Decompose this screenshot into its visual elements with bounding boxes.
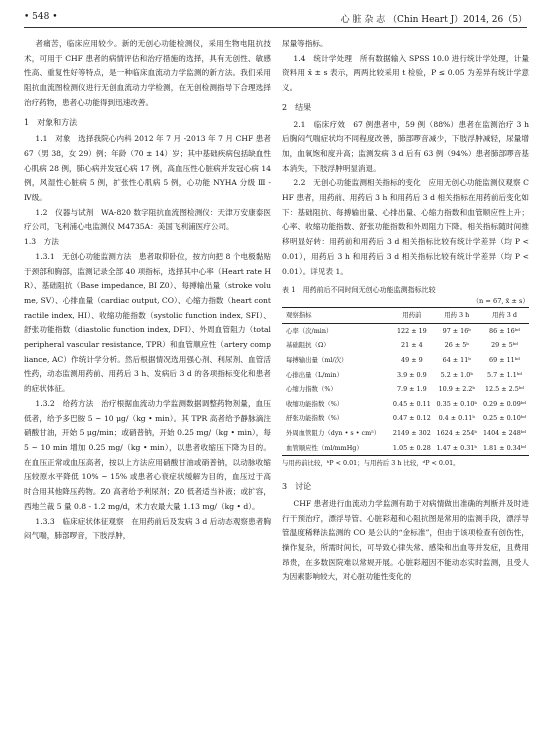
table-cell: 97 ± 16ᵇ	[442, 326, 471, 335]
table-cell: 12.5 ± 2.5ᵇᵈ	[484, 385, 524, 394]
table-cell: 26 ± 5ᵇ	[444, 341, 469, 350]
intro-paragraph: 者痛苦，临床应用较少。新的无创心功能检测仪，采用生物电阻抗技术，可用于 CHF 患者的病情评估和治疗措施的选择，具有无创性、敏感性高、重复性好等特点，是一种临床血流动力学监测的新方法。我们采用阻抗血流图检测仪进行无创血流动力学检测，在无创检测指导下合理选择治疗药物，患者心功能得到迅速改善。	[24, 39, 271, 107]
table-cell: 1.05 ± 0.28	[392, 443, 431, 452]
table-cell: 86 ± 16ᵇᵈ	[489, 326, 520, 335]
table-row	[282, 397, 529, 412]
table-cell: 心缩力指数（%）	[286, 385, 337, 394]
table-cell: 2149 ± 302	[392, 429, 431, 437]
table-cell: 64 ± 11ᵇ	[442, 356, 471, 365]
table-cell: 心排出量（L/min）	[286, 370, 343, 379]
section-heading-methods: 1 对象和方法	[24, 117, 78, 127]
table-cell: 1.81 ± 0.34ᵇᵈ	[482, 443, 526, 452]
discussion-paragraph: CHF 患者进行血流动力学监测有助于对病情做出准确的判断并及时进行干预治疗，漂浮导管、心脏彩超和心阻抗图是常用的监测手段，漂浮导管温度稀释法监测的 CO 是公认的“金标准”，但由于该项检查有创伤性，操作复杂，所需时间长，可导致心律失常、感染和出血等并发症，且费用昂贵，在多数医院难以常规开展。心脏彩超因不能动态实时监测，且受人为因素影响较大，对心脏功能性变化的	[282, 498, 529, 582]
table-cell: 基础阻抗（Ω）	[286, 341, 330, 350]
table-row	[282, 426, 529, 441]
table-cell: 10.9 ± 2.2ᵇ	[438, 385, 475, 394]
table-row	[282, 441, 529, 456]
table-cell: 1624 ± 254ᵇ	[436, 429, 477, 437]
table-cell: 舒张功能指数（%）	[286, 414, 344, 423]
table-header-cell: 用药前	[402, 311, 422, 320]
table-cell: 0.35 ± 0.10ᵇ	[436, 399, 477, 408]
page-header	[24, 12, 527, 28]
table-row	[282, 353, 529, 368]
section-heading-discussion: 3 讨论	[282, 482, 312, 492]
table-cell: 0.47 ± 0.12	[392, 414, 431, 423]
subsection-instruments: 1.2 仪器与试剂 WA-820 数字阻抗血流图检测仪：天津万安康泰医疗公司，飞利浦心电监测仪 M4735A：美国飞利浦医疗公司。	[24, 207, 271, 232]
right-column	[282, 37, 529, 585]
table-cell: 1404 ± 248ᵇᵈ	[482, 429, 526, 437]
table-header-cell: 观察指标	[286, 311, 312, 320]
table-row	[282, 368, 529, 383]
journal-title: 心 脏 杂 志 （Chin Heart J）2014, 26（5）	[340, 15, 527, 25]
subsection-clinical-efficacy: 2.1 临床疗效 67 例患者中，59 例（88%）患者在监测治疗 3 h 后胸闷气喘症状均不同程度改善，肺部啰音减少，下肢浮肿减轻，尿量增加，血氧饱和度升高；监测发病 3 d 后有 63 例（94%）患者肺部啰音基本消失，下肢浮肿明显消退。	[282, 119, 529, 173]
table-cell: 0.45 ± 0.11	[392, 399, 431, 408]
table-cell: 每搏输出量（ml/次）	[286, 356, 348, 365]
table-cell: 29 ± 5ᵇᵈ	[491, 341, 518, 350]
table-cell: 69 ± 11ᵇᵈ	[489, 356, 520, 365]
table-row	[282, 323, 529, 338]
table-header-cell: 用药 3 d	[491, 311, 517, 320]
table-cell: 122 ± 19	[396, 326, 427, 335]
table-cell: 7.9 ± 1.9	[396, 385, 427, 394]
left-column	[24, 37, 271, 544]
table-title: 表 1 用药前后不同时间无创心功能监测指标比较	[282, 286, 436, 295]
section-heading-results: 2 结果	[282, 102, 312, 112]
table-footnote: 与用药前比较，ᵇP < 0.01；与用药后 3 h 比较，ᵈP < 0.01。	[282, 459, 460, 468]
table-cell: 49 ± 9	[401, 356, 423, 365]
table-cell: 0.25 ± 0.10ᵇᵈ	[482, 414, 526, 423]
table-cell: 5.7 ± 1.1ᵇᵈ	[487, 370, 522, 379]
table-header-row	[282, 308, 529, 324]
page-number: • 548 •	[24, 12, 58, 22]
header-divider	[24, 27, 527, 28]
subsection-heading-method: 1.3 方法	[24, 237, 59, 247]
table-cell: 血管顺应性（ml/mmHg）	[286, 443, 363, 452]
results-table	[282, 307, 529, 456]
table-cell: 0.4 ± 0.11ᵇ	[438, 414, 475, 423]
subsection-clinical-observation: 1.3.3 临床症状体征观察 在用药前后及发病 3 d 后动态观察患者胸闷气喘，肺部啰音，下肢浮肿，	[24, 516, 271, 541]
table-row	[282, 338, 529, 353]
subsection-index-changes: 2.2 无创心功能监测相关指标的变化 应用无创心功能监测仪观察 CHF 患者，用药前、用药后 3 h 和用药后 3 d 相关指标在用药前后变化如下：基础阻抗、每搏输出量、心排出量、心缩力指数和血管顺应性上升；心率、收缩功能指数、舒张功能指数和外周阻力下降。相关指标随时间推移明显好转：用药前和用药后 3 d 相关指标比较有统计学差异（均 P < 0.01），用药后 3 h 和用药后 3 d 相关指标比较有统计学差异（均 P < 0.01）。详见表 1。	[282, 178, 529, 276]
table-unit: （n = 67, x̄ ± s）	[472, 297, 529, 306]
table-cell: 收缩功能指数（%）	[286, 399, 344, 408]
table-cell: 0.29 ± 0.09ᵇᵈ	[482, 399, 526, 408]
table-cell: 外周血管阻力（dyn • s • cm⁵）	[286, 429, 381, 437]
continued-text: 尿量等指标。	[282, 39, 328, 48]
subsection-monitoring-method: 1.3.1 无创心功能监测方法 患者取仰卧位，按方向把 8 个电极黏贴于颈部和胸部，监测记录全部 40 项指标，选择其中心率（Heart rate HR）、基础阻抗（Base impedance, BI Z0）、每搏输出量（stroke volume, SV）、心排血量（cardiac output, CO）、心缩力指数（heart contractile index, HI）、收缩功能指数（systolic function index, SFI）、舒张功能指数（diastolic function index, DFI）、外周血管阻力（total peripheral vascular resistance, TPR）和血管顺应性（artery compliance, AC）作统计学分析。然后根据情况选用强心剂、利尿剂、血管活性药，动态监测用药前、用药后 3 h、发病后 3 d 的各项指标变化和患者的症状体征。	[24, 251, 271, 394]
subsection-statistics: 1.4 统计学处理 所有数据输入 SPSS 10.0 进行统计学处理，计量资料用 x̄ ± s 表示，两两比较采用 t 检验，P ≤ 0.05 为差异有统计学意义。	[282, 53, 529, 93]
subsection-subjects: 1.1 对象 选择我院心内科 2012 年 7 月 -2013 年 7 月 CHF 患者 67（男 38，女 29）例；年龄（70 ± 14）岁；其中基础疾病包括缺血性心肌病 28 例，肺心病并发冠心病 17 例，高血压性心脏病并发冠心病 14 例，风湿性心脏病 5 例，扩张性心肌病 5 例，心功能 NYHA 分级 Ⅲ - Ⅳ级。	[24, 134, 271, 203]
table-cell: 5.2 ± 1.0ᵇ	[440, 370, 473, 379]
table-cell: 21 ± 4	[401, 341, 423, 350]
table-header-cell: 用药 3 h	[444, 311, 470, 320]
table-cell: 心率（次/min）	[286, 326, 333, 335]
table-cell: 3.9 ± 0.9	[396, 370, 427, 379]
table-cell: 1.47 ± 0.31ᵇ	[436, 443, 477, 452]
subsection-dosing: 1.3.2 给药方法 治疗根据血流动力学监测数据调整药物剂量，血压低者，给予多巴胺 5 ~ 10 μg/（kg • min）。其 TPR 高者给予静脉滴注硝酸甘油，开始 5 μg/min；或硝普钠，开始 0.25 mg/（kg • min），每 5 ~ 10 min 增加 0.25 mg/（kg • min），以患者收缩压下降为目的。在血压正常或血压高者，按以上方法应用硝酸甘油或硝普钠，以动脉收缩压较原水平降低 10% ~ 15% 或患者心衰症状缓解为目的，血压过于高时合用其他降压药物。Z0 高者给予利尿剂；Z0 低者适当补液；或扩容，西地兰裁 5 量 0.8 - 1.2 mg/d，术力农最大量 1.13 mg/（kg • d）。	[24, 398, 271, 511]
table-row	[282, 411, 529, 426]
table-row	[282, 382, 529, 397]
